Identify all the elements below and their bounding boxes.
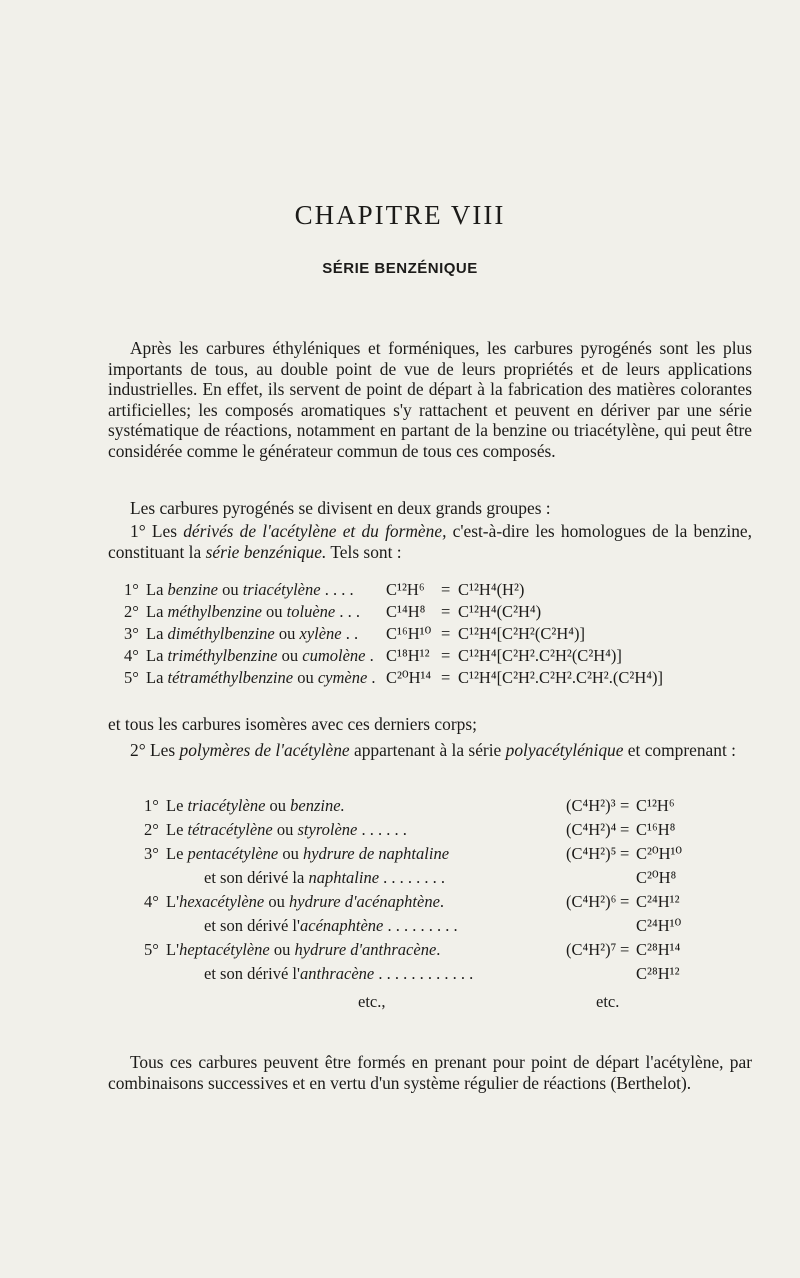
list-item: 3° Le pentacétylène ou hydrure de naphtaline (C⁴H²)⁵ = C²⁰H¹⁰ <box>144 844 683 863</box>
conclusion-text: Tous ces carbures peuvent être formés en prenant pour point de départ l'acétylène, par combinaisons successives et en vertu d'un système régulier de réactions (Berthelot). <box>108 1052 752 1093</box>
intro-paragraph <box>108 338 752 462</box>
list-item: et son dérivé la naphtaline . . . . . . . . C²⁰H⁸ <box>204 868 677 887</box>
list-item: 4° La triméthylbenzine ou cumolène . C¹⁸H¹² = C¹²H⁴[C²H².C²H²(C²H⁴)] <box>124 646 622 665</box>
conclusion-paragraph <box>108 1052 752 1093</box>
group2-text: Les <box>150 740 176 760</box>
list-item: 4° L'hexacétylène ou hydrure d'acénaphtène. (C⁴H²)⁶ = C²⁴H¹² <box>144 892 680 911</box>
group2-paragraph <box>108 740 752 761</box>
list-item: 2° Le tétracétylène ou styrolène . . . . . . (C⁴H²)⁴ = C¹⁶H⁸ <box>144 820 676 839</box>
list-item: 1° Le triacétylène ou benzine. (C⁴H²)³ = C¹²H⁶ <box>144 796 675 815</box>
group2-num: 2° <box>130 740 146 760</box>
group2-text3: et comprenant : <box>627 740 736 760</box>
group1-italic2: série benzénique. <box>205 541 327 562</box>
isomers-paragraph <box>108 714 752 735</box>
group1-num: 1° <box>130 521 146 541</box>
group1-text: Les <box>151 521 177 541</box>
chapter-title: CHAPITRE VIII <box>294 200 506 230</box>
group1-italic1: dérivés de l'acétylène et du formène, <box>183 521 447 541</box>
list-item: 5° L'heptacétylène ou hydrure d'anthracène. (C⁴H²)⁷ = C²⁸H¹⁴ <box>144 940 681 959</box>
list-item: 2° La méthylbenzine ou toluène . . . C¹⁴H⁸ = C¹²H⁴(C²H⁴) <box>124 602 542 621</box>
group2-text2: appartenant à la série <box>354 740 502 760</box>
group1-paragraph <box>108 521 752 562</box>
list-item: 1° La benzine ou triacétylène . . . . C¹²H⁶ = C¹²H⁴(H²) <box>124 580 525 599</box>
list-item: 3° La diméthylbenzine ou xylène . . C¹⁶H¹⁰ = C¹²H⁴[C²H²(C²H⁴)] <box>124 624 585 643</box>
group2-italic2: polyacétylénique <box>505 740 624 760</box>
group1-text3: Tels sont : <box>330 541 402 562</box>
etc-left: etc., <box>358 992 386 1011</box>
intro-text: Après les carbures éthyléniques et forméniques, les carbures pyrogénés sont les plus importants de tous, au double point de vue de leurs propriétés et de leurs applications industrielles. En effet, ils servent de point de départ à la fabrication des matières colorantes artificielles; les composés aromatiques s'y rattachent et peuvent en dériver par une série systématique de réactions, notamment en partant de la benzine ou triacétylène, qui peut être considérée comme le générateur commun de tous ces composés. <box>108 338 752 461</box>
isomers-text: et tous les carbures isomères avec ces derniers corps; <box>108 714 477 734</box>
group2-italic1: polymères de l'acétylène <box>179 740 350 760</box>
etc-right: etc. <box>596 992 620 1011</box>
groups-intro-text: Les carbures pyrogénés se divisent en deux grands groupes : <box>130 498 551 518</box>
list-item: 5° La tétraméthylbenzine ou cymène . C²⁰H¹⁴ = C¹²H⁴[C²H².C²H².C²H².(C²H⁴)] <box>124 668 663 687</box>
groups-intro-paragraph <box>108 498 752 519</box>
etc-row <box>108 992 758 1014</box>
group1-text2: c'est-à-dire les homologues de la benzine, constituant la <box>108 521 752 562</box>
list-item: et son dérivé l'anthracène . . . . . . . . . . . . C²⁸H¹² <box>204 964 680 983</box>
section-title: SÉRIE BENZÉNIQUE <box>322 260 478 277</box>
list-item: et son dérivé l'acénaphtène . . . . . . . . . C²⁴H¹⁰ <box>204 916 682 935</box>
